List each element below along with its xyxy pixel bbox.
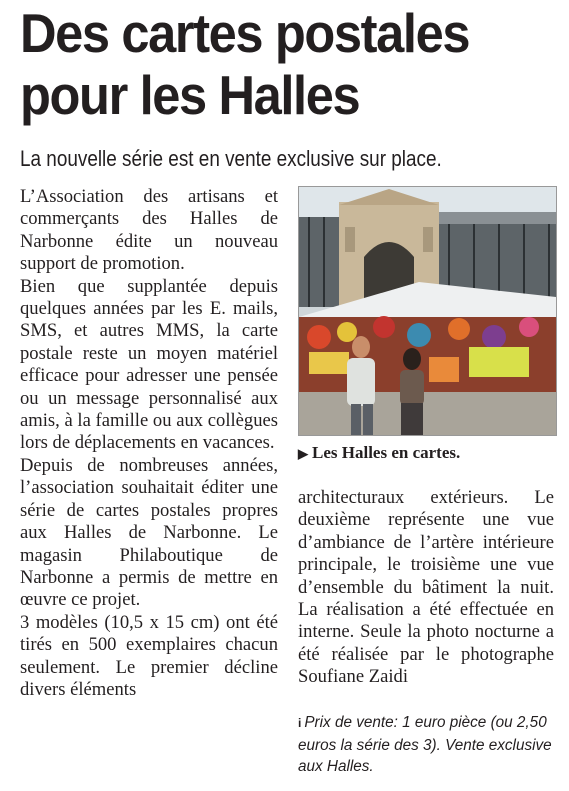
info-icon: i [298, 716, 302, 730]
headline: Des cartes postales pour les Halles [20, 2, 470, 126]
paragraph-5: architecturaux extérieurs. Le deuxième représente une vue d’ambiance de l’artère intérieure principale, le troisième une vue d’ensemble du bâtiment la nuit. La réalisation a été effectuée en interne. Seule la photo nocturne a été réalisée par le photographe Soufiane Zaidi [298, 487, 554, 688]
photo-caption-text: Les Halles en cartes. [312, 443, 461, 462]
photo-caption [298, 443, 558, 464]
caption-triangle-icon: ▶ [298, 446, 308, 461]
paragraph-2: Bien que supplantée depuis quelques années par les E. mails, SMS, et autres MMS, la carte postale reste un moyen matériel efficace pour adresser une pensée ou un message personnalisé aux amis, à la famille ou aux collègues lors de déplacements en vacances. [20, 275, 278, 454]
paragraph-4: 3 modèles (10,5 x 15 cm) ont été tirés en 500 exemplaires chacun seulement. Le premier décline divers éléments [20, 611, 278, 700]
subtitle: La nouvelle série est en vente exclusive sur place. [20, 146, 442, 171]
article-column-right [298, 487, 554, 689]
article-column-left [20, 186, 278, 701]
halles-photo-illustration [299, 187, 556, 435]
paragraph-1: L’Association des artisans et commerçants des Halles de Narbonne édite un nouveau support de promotion. [20, 186, 278, 275]
paragraph-3: Depuis de nombreuses années, l’association souhaitait éditer une série de cartes postales propres aux Halles de Narbonne. Le magasin Philaboutique de Narbonne a permis de mettre en œuvre ce projet. [20, 454, 278, 611]
price-info [298, 712, 560, 778]
halles-photo [298, 186, 557, 436]
price-info-text: Prix de vente: 1 euro pièce (ou 2,50 euros la série des 3). Vente exclusive aux Halles. [298, 714, 552, 775]
